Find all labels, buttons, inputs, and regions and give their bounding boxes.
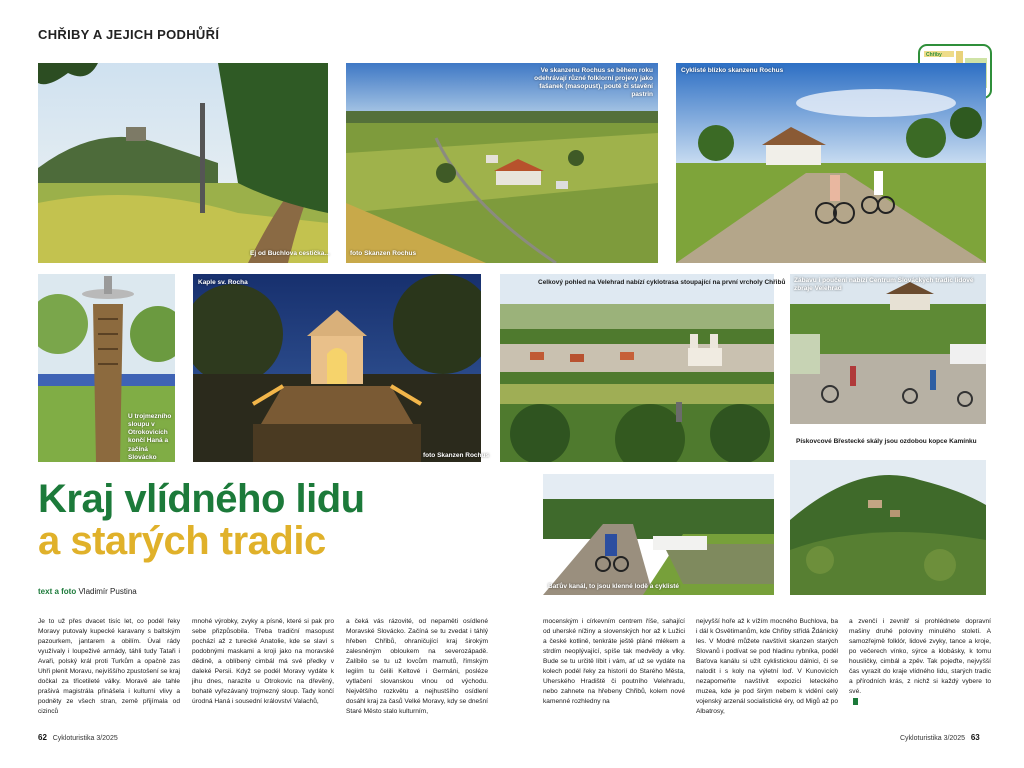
byline-label: text a foto — [38, 587, 77, 596]
credit-chapel: foto Skanzen Rochus — [423, 452, 490, 459]
body-paragraph: mocenským i církevním centrem říše, sahající od uherské nížiny a slovenských hor až k Lužici a české kotlině, tenkráte ještě pláné mlékem a strdím neoplývající, spíše tak medvědy a vlky. Bude se tu určitě líbit i vám, ať už se vydáte na kolech podél řeky za historií do Starého Města, Uherského Hradiště či poutního Velehradu, nebo zahnete na hřebeny Chřibů, kolem nové kamenné rozhledny na — [543, 618, 685, 706]
headline-line-2: a starých tradic — [38, 519, 326, 563]
body-column-1 — [38, 617, 180, 717]
caption-craft-center: Zábavu i poučení nabízí Centrum Slováckých tradic lidové zbraje Velehrad — [794, 277, 974, 293]
body-column-2 — [192, 617, 334, 707]
page-number-right: 63 — [970, 733, 980, 742]
photo-craft-center — [790, 274, 986, 424]
body-column-3 — [346, 617, 488, 717]
end-mark — [853, 698, 858, 705]
photo-velehrad-panorama — [500, 274, 774, 462]
body-paragraph: nejvyšší hoře až k vížím mocného Buchlova, ba i dál k Osvětimanům, kde Chřiby střídá Ždánický les. V Modré můžete navštívit skanzen starých Slovanů i podívat se pod hladinu rybníka, podél Baťova kanálu si užít cyklistickou dálnici, či se nalodit i s koly na výletní loď. V Kunovicích nezapomeňte navštívit expozici leteckého muzea, kde je pod širým nebem k vidění celý vojenský arzenál socialistické éry, od Migů až po Albatrosy, — [696, 618, 838, 716]
publication-right: Cykloturistika 3/2025 — [900, 735, 965, 742]
body-column-5 — [696, 617, 838, 717]
caption-boundary-pillar: U trojmezního sloupu v Otrokovicích končí Haná a začíná Slovácko — [128, 413, 172, 461]
byline-author: Vladimír Pustina — [78, 587, 137, 596]
caption-cyclists-rochus: Cyklisté blízko skanzenu Rochus — [681, 67, 784, 74]
caption-chapel: Kaple sv. Rocha — [198, 279, 248, 286]
caption-rochus-festivals: Ve skanzenu Rochus se během roku odehrávají různé folklorní projevy jako fašanek (masopust), poutě či stavění pastrin — [534, 67, 653, 99]
body-paragraph: a čeká vás rázovité, od nepaměti osídlené Moravské Slovácko. Začíná se tu zvedat i táhlý hřeben Chřibů, ohraničující kraj širokým zalesněným obloukem na severozápadě. Zalíbilo se tu už lovcům mamutů, římským legiím tu čelili Keltové i Germáni, posléze vytlačení slovanskou vlnou od východu. Největšího rozkvětu a nejhustšího osídlení dosáhl kraj za časů Velké Moravy, kdy se dnešní Staré Město stalo kulturním, — [346, 618, 488, 716]
body-paragraph: Je to už přes dvacet tisíc let, co podél řeky Moravy putovaly kupecké karavany s baltským pazourkem, jantarem a obilím. Úval rády využívaly i loupeživé armády, táhli tudy Tataři i Avaři, polský král proti Turkům a opačně zas Uhři plenit Moravu, nejvíššího zpustošení se kraj dočkal za třicetileté války. Moravě ale tahle prašivá magistrála přinášela i kulturní vlivy a podněty ze všech stran, země přijímala od cizinců — [38, 618, 180, 716]
caption-bata-canal: Baťův kanál, to jsou klenné lodě a cyklisté — [548, 583, 679, 590]
body-column-6 — [849, 617, 991, 707]
credit-rochus-aerial: foto Skanzen Rochus — [350, 250, 417, 257]
photo-bata-canal — [543, 474, 774, 595]
photo-chapel-night — [193, 274, 481, 462]
photo-buchlov-path — [38, 63, 328, 263]
photo-brestek-rocks — [790, 460, 986, 595]
caption-buchlov: Ej od Buchlova cestička... — [250, 250, 330, 257]
headline-line-1: Kraj vlídného lidu — [38, 477, 365, 521]
byline — [38, 587, 137, 596]
headline — [38, 478, 365, 562]
page-number-left: 62 — [38, 733, 47, 742]
logo-text-1: Chřiby — [926, 52, 942, 58]
body-paragraph: mnohé výrobky, zvyky a písně, které si pak pro sebe přizpůsobila. Třeba tradiční masopust pochází až z turecké Anatolie, kde se slaví s podobnými maskami a kroji jako na moravské dědině, a oblíbený cimbál má své předky v daleké Persii. Když se podél Moravy vydáte k jihu dnes, narazíte u Otrokovic na dřevěný, bohatě vyřezávaný trojmezný sloup. Tady končí úrodná Haná i sousední království Valachů, — [192, 618, 334, 706]
caption-velehrad: Celkový pohled na Velehrad nabízí cyklotrasa stoupající na první vrcholy Chřibů — [538, 279, 786, 286]
body-paragraph: a zvenčí i zevnitř si prohlédnete dopravní mašiny druhé poloviny minulého století. A samozřejmě folklór, lidové zvyky, tance a kroje, po večerech vínko, sýrce a klobásky, k tomu housličky, cimbál a zpěv. Tak pojeďte, nejvyšší čas vyrazit do kraje vlídného lidu, starých tradic a přírodních krás, z nichž si každý vybere to své. — [849, 618, 991, 696]
footer-right — [900, 733, 980, 742]
caption-brestek: Pískovcové Břestecké skály jsou ozdobou kopce Kamínku — [796, 438, 977, 445]
publication-left: Cykloturistika 3/2025 — [52, 735, 118, 742]
body-column-4 — [543, 617, 685, 707]
footer-left — [38, 733, 118, 742]
photo-cyclists-rochus — [676, 63, 986, 263]
section-title: CHŘIBY A JEJICH PODHŮŘÍ — [38, 27, 220, 42]
